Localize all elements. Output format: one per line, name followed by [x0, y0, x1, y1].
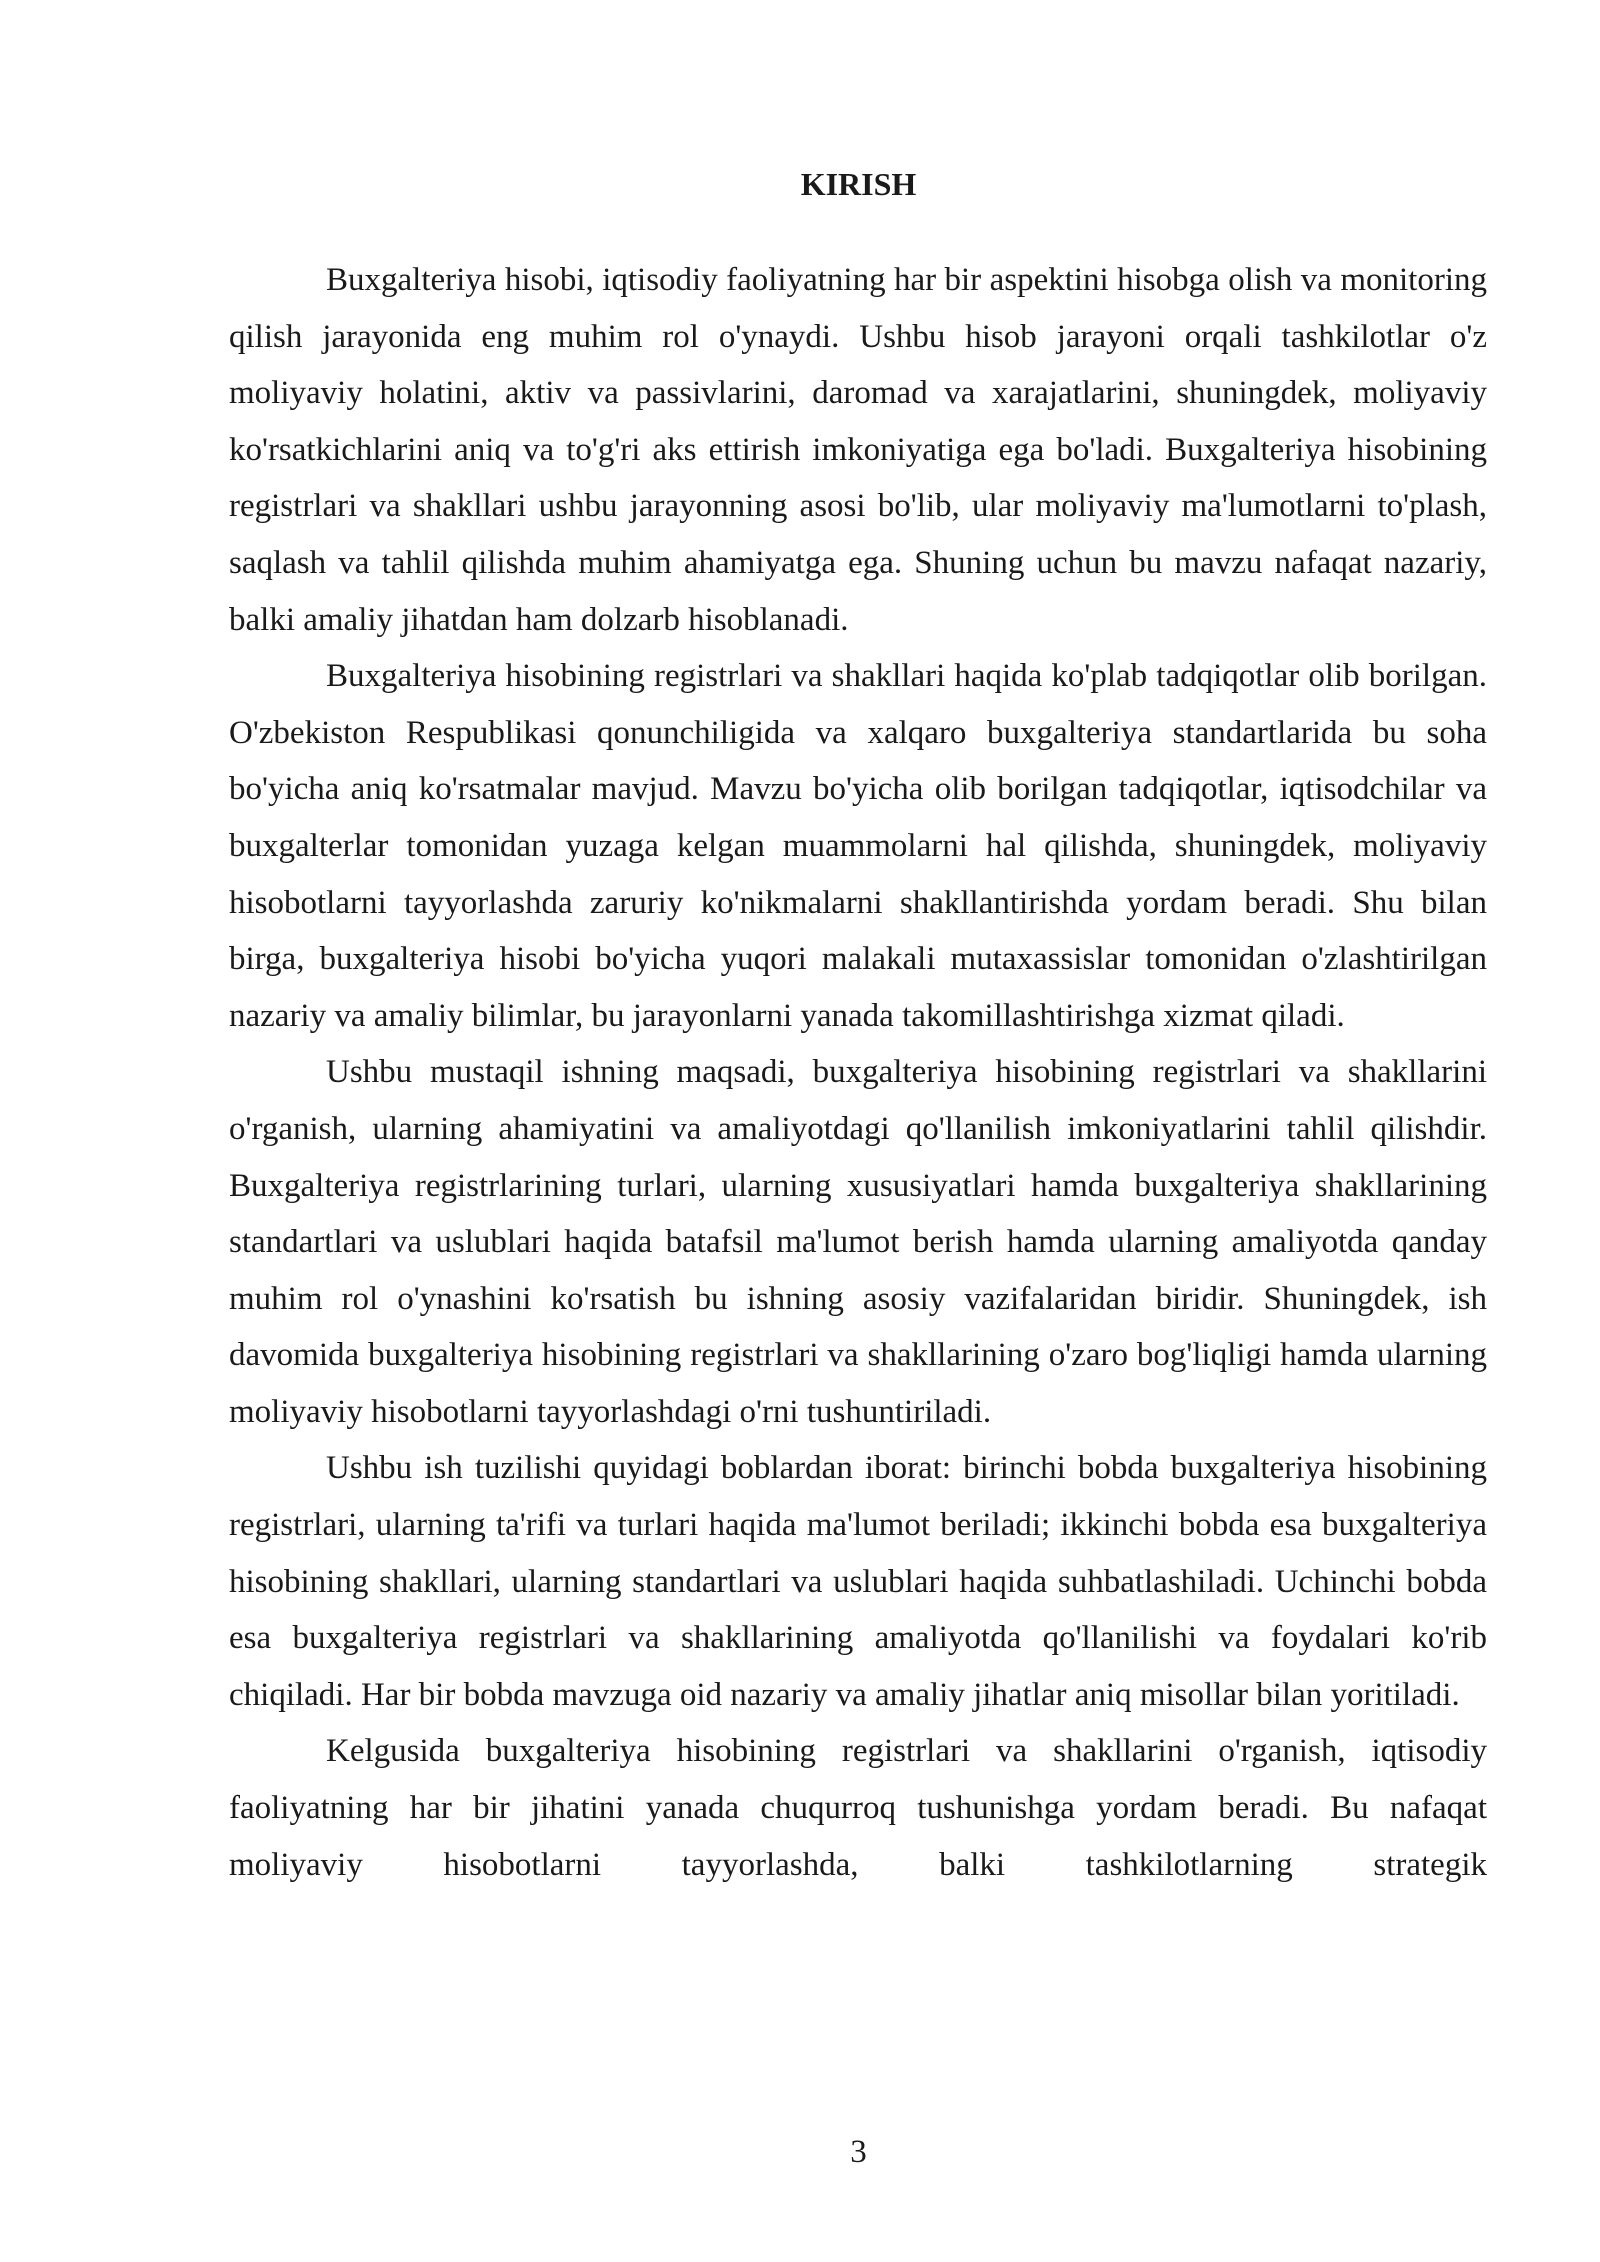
- page-number: 3: [850, 2134, 867, 2170]
- paragraph-5: Kelgusida buxgalteriya hisobining registrlari va shakllarini o'rganish, iqtisodiy faoliyatning har bir jihatini yanada chuqurroq tushunishga yordam beradi. Bu nafaqat moliyaviy hisobotlarni tayyorlashda, balki tashkilotlarning strategik: [229, 1733, 1487, 1883]
- paragraph-3: Ushbu mustaqil ishning maqsadi, buxgalteriya hisobining registrlari va shakllarini o'rganish, ularning ahamiyatini va amaliyotdagi qo'llanilish imkoniyatlarini tahlil qilishdir. Buxgalteriya registrlarining turlari, ularning xususiyatlari hamda buxgalteriya shakllarining standartlari va uslublari haqida batafsil ma'lumot berish hamda ularning amaliyotda qanday muhim rol o'ynashini ko'rsatish bu ishning asosiy vazifalaridan biridir. Shuningdek, ish davomida buxgalteriya hisobining registrlari va shakllarining o'zaro bog'liqligi hamda ularning moliyaviy hisobotlarni tayyorlashdagi o'rni tushuntiriladi.: [229, 1054, 1487, 1430]
- paragraph-4: Ushbu ish tuzilishi quyidagi boblardan iborat: birinchi bobda buxgalteriya hisobining registrlari, ularning ta'rifi va turlari haqida ma'lumot beriladi; ikkinchi bobda esa buxgalteriya hisobining shakllari, ularning standartlari va uslublari haqida suhbatlashiladi. Uchinchi bobda esa buxgalteriya registrlari va shakllarining amaliyotda qo'llanilishi va foydalari ko'rib chiqiladi. Har bir bobda mavzuga oid nazariy va amaliy jihatlar aniq misollar bilan yoritiladi.: [229, 1450, 1487, 1713]
- paragraph-2: Buxgalteriya hisobining registrlari va shakllari haqida ko'plab tadqiqotlar olib borilgan. O'zbekiston Respublikasi qonunchiligida va xalqaro buxgalteriya standartlarida bu soha bo'yicha aniq ko'rsatmalar mavjud. Mavzu bo'yicha olib borilgan tadqiqotlar, iqtisodchilar va buxgalterlar tomonidan yuzaga kelgan muammolarni hal qilishda, shuningdek, moliyaviy hisobotlarni tayyorlashda zaruriy ko'nikmalarni shakllantirishda yordam beradi. Shu bilan birga, buxgalteriya hisobi bo'yicha yuqori malakali mutaxassislar tomonidan o'zlashtirilgan nazariy va amaliy bilimlar, bu jarayonlarni yanada takomillashtirishga xizmat qiladi.: [229, 658, 1487, 1034]
- paragraph-1: Buxgalteriya hisobi, iqtisodiy faoliyatning har bir aspektini hisobga olish va monitoring qilish jarayonida eng muhim rol o'ynaydi. Ushbu hisob jarayoni orqali tashkilotlar o'z moliyaviy holatini, aktiv va passivlarini, daromad va xarajatlarini, shuningdek, moliyaviy ko'rsatkichlarini aniq va to'g'ri aks ettirish imkoniyatiga ega bo'ladi. Buxgalteriya hisobining registrlari va shakllari ushbu jarayonning asosi bo'lib, ular moliyaviy ma'lumotlarni to'plash, saqlash va tahlil qilishda muhim ahamiyatga ega. Shuning uchun bu mavzu nafaqat nazariy, balki amaliy jihatdan ham dolzarb hisoblanadi.: [229, 262, 1487, 638]
- body-text: [229, 252, 1487, 1893]
- section-title: KIRISH: [800, 166, 917, 202]
